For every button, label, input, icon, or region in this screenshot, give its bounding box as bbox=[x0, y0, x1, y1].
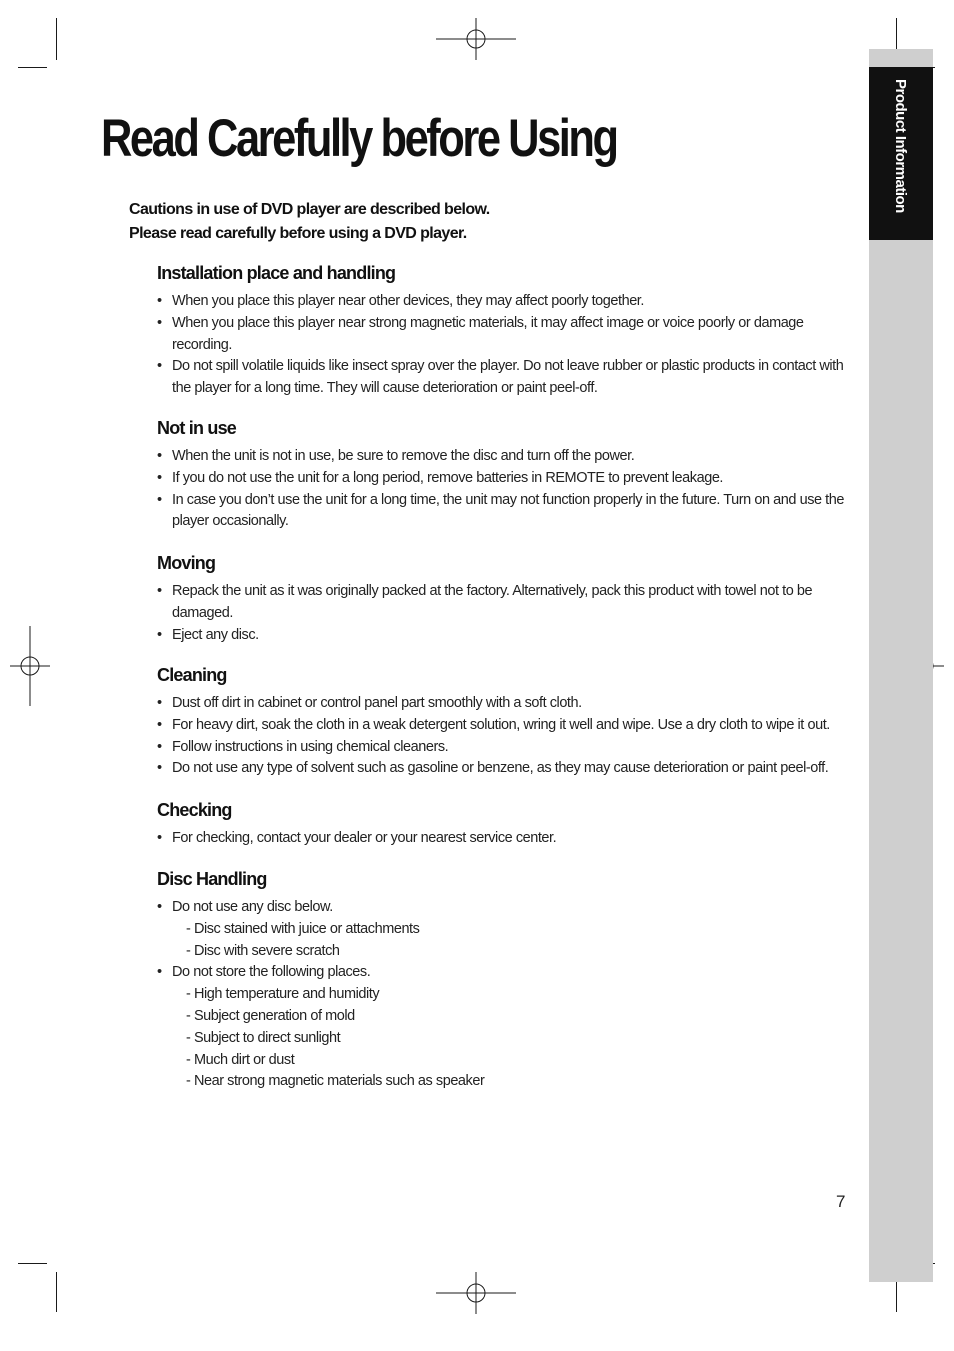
sub-item: - Disc stained with juice or attachments bbox=[186, 920, 420, 937]
section-heading: Not in use bbox=[157, 418, 237, 438]
bullet-item: • When you place this player near strong magnetic materials, it may affect image or voice poorly or damage recording. bbox=[157, 313, 857, 357]
bullet-item: • When you place this player near other devices, they may affect poorly together. bbox=[157, 291, 857, 313]
bullet-item: • When the unit is not in use, be sure to remove the disc and turn off the power. bbox=[157, 446, 857, 468]
section-cleaning bbox=[157, 663, 857, 780]
crop-mark bbox=[56, 1272, 57, 1312]
section-heading: Moving bbox=[157, 553, 216, 573]
bullet-item: • For heavy dirt, soak the cloth in a weak detergent solution, wring it well and wipe. Use a dry cloth to wipe it out. bbox=[157, 715, 857, 737]
sub-item: - High temperature and humidity bbox=[186, 986, 380, 1003]
sub-item: - Disc with severe scratch bbox=[186, 942, 340, 959]
intro-text bbox=[129, 198, 490, 246]
sub-item: - Subject to direct sunlight bbox=[186, 1029, 341, 1046]
intro-line: Please read carefully before using a DVD player. bbox=[129, 225, 467, 242]
registration-mark-top bbox=[436, 18, 516, 60]
bullet-item: • Do not store the following places. bbox=[157, 962, 857, 984]
intro-line: Cautions in use of DVD player are described below. bbox=[129, 201, 490, 218]
registration-mark-left bbox=[10, 626, 50, 706]
section-heading: Installation place and handling bbox=[157, 263, 396, 283]
section-heading: Checking bbox=[157, 800, 232, 820]
page-title: Read Carefully before Using bbox=[101, 109, 617, 168]
page-number: 7 bbox=[836, 1192, 846, 1211]
section-checking bbox=[157, 798, 857, 850]
registration-mark-bottom bbox=[436, 1272, 516, 1314]
bullet-item: • Eject any disc. bbox=[157, 625, 857, 647]
crop-mark bbox=[18, 1263, 47, 1264]
bullet-item: • For checking, contact your dealer or your nearest service center. bbox=[157, 828, 857, 850]
bullet-item: • Follow instructions in using chemical cleaners. bbox=[157, 737, 857, 759]
section-tab bbox=[869, 67, 933, 240]
bullet-item: • Do not spill volatile liquids like insect spray over the player. Do not leave rubber or plastic products in contact with the player for a long time. They will cause deterioration or paint peel-off. bbox=[157, 356, 857, 400]
bullet-item: • If you do not use the unit for a long period, remove batteries in REMOTE to prevent leakage. bbox=[157, 468, 857, 490]
sub-item: - Much dirt or dust bbox=[186, 1051, 295, 1068]
sub-item: - Near strong magnetic materials such as speaker bbox=[186, 1073, 485, 1090]
section-moving bbox=[157, 551, 857, 646]
section-tab-label: Product Information bbox=[892, 79, 910, 213]
crop-mark bbox=[18, 67, 47, 68]
section-not-in-use bbox=[157, 416, 857, 533]
section-disc-handling bbox=[157, 867, 857, 1093]
bullet-item: • In case you don’t use the unit for a long time, the unit may not function properly in the future. Turn on and use the player occasionally. bbox=[157, 490, 857, 534]
section-heading: Disc Handling bbox=[157, 869, 267, 889]
section-installation bbox=[157, 261, 857, 400]
bullet-item: • Repack the unit as it was originally packed at the factory. Alternatively, pack this product with towel not to be damaged. bbox=[157, 581, 857, 625]
crop-mark bbox=[56, 18, 57, 60]
sub-item: - Subject generation of mold bbox=[186, 1007, 355, 1024]
bullet-item: • Do not use any disc below. bbox=[157, 897, 857, 919]
section-heading: Cleaning bbox=[157, 665, 227, 685]
bullet-item: • Do not use any type of solvent such as gasoline or benzene, as they may cause deterioration or paint peel-off. bbox=[157, 758, 857, 780]
bullet-item: • Dust off dirt in cabinet or control panel part smoothly with a soft cloth. bbox=[157, 693, 857, 715]
